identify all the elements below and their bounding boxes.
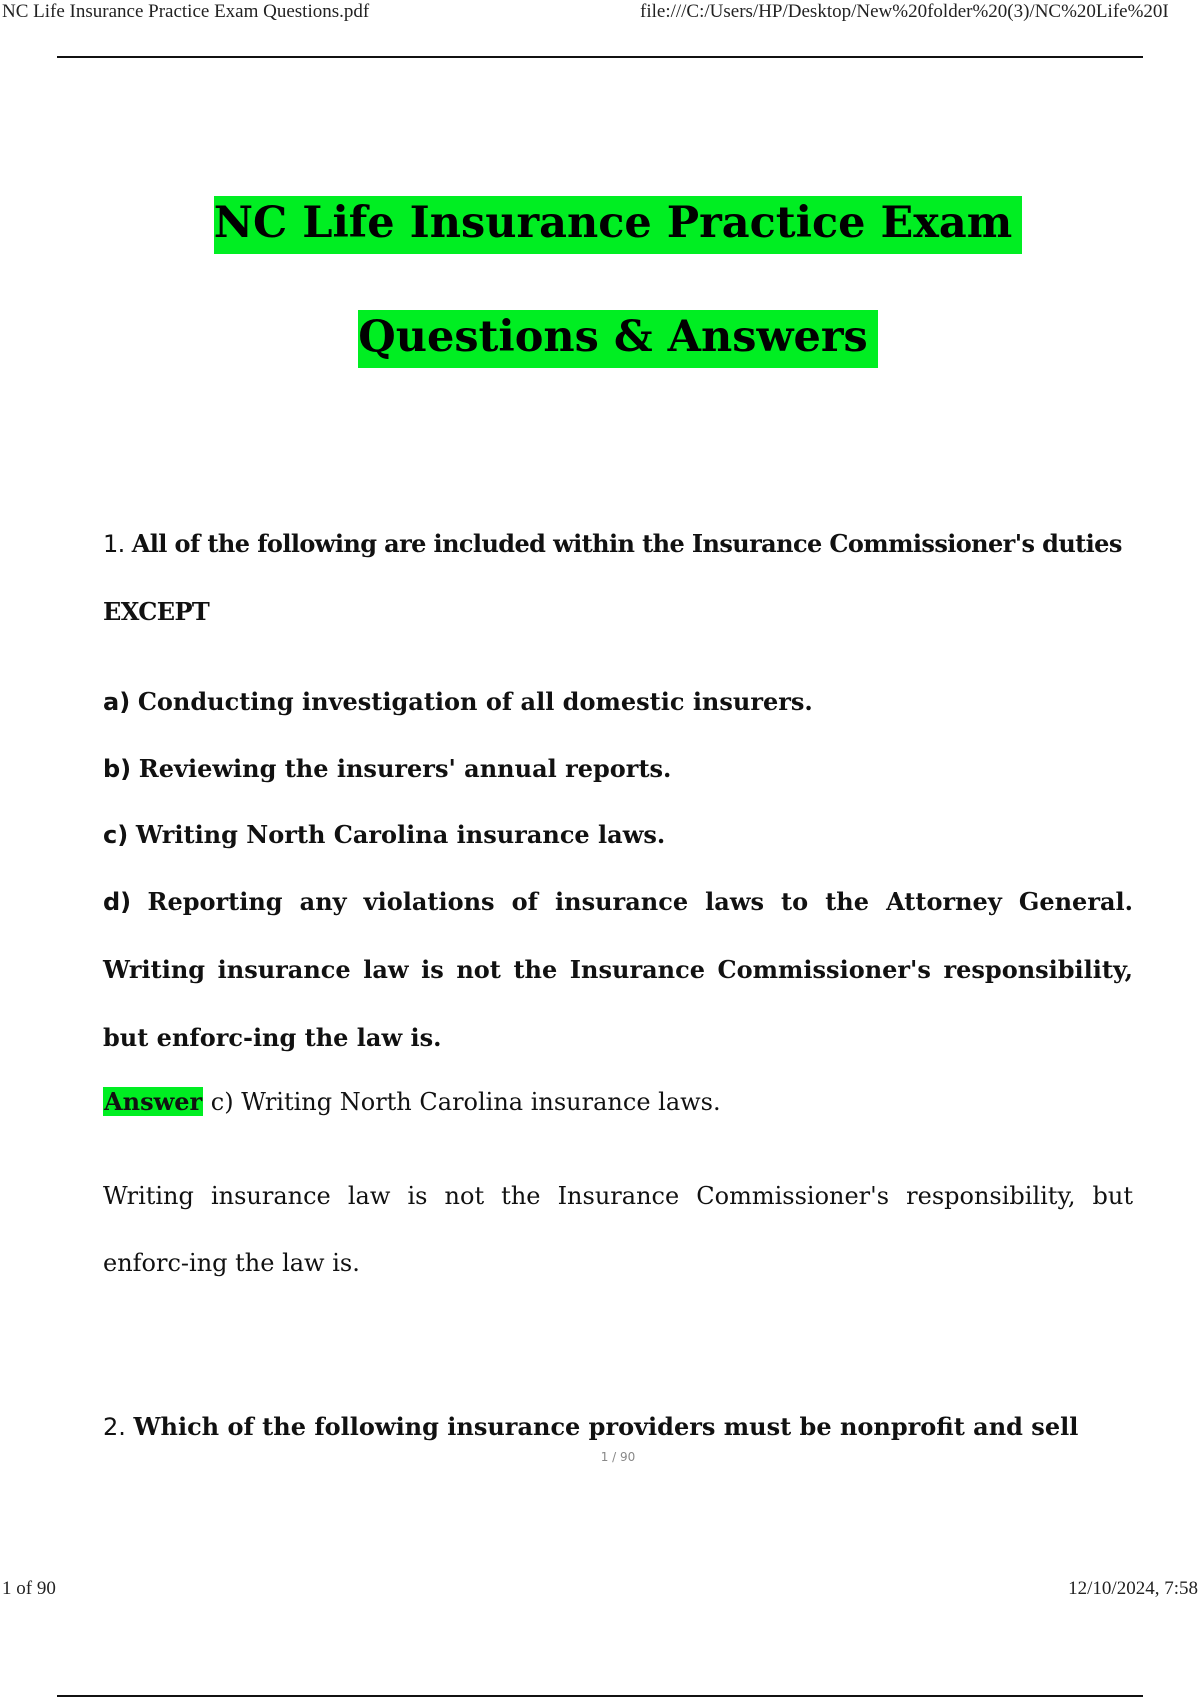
document-title-line-1: [0, 198, 1200, 248]
option-a-letter: a): [103, 688, 131, 716]
answer-text: c) Writing North Carolina insurance laws.: [210, 1088, 721, 1116]
question-1-explanation: Writing insurance law is not the Insurance Commissioner's responsibility, but enforc-ing the law is.: [103, 1182, 1133, 1277]
print-header-file-url: file:///C:/Users/HP/Desktop/New%20folder%20(3)/NC%20Life%20I: [640, 1, 1169, 22]
question-1-text: All of the following are included within the Insurance Commissioner's duties EXCEPT: [103, 529, 1122, 626]
title-highlight-2: Questions & Answers: [358, 310, 877, 368]
answer-label: Answer: [104, 1087, 203, 1116]
title-highlight-1: NC Life Insurance Practice Exam: [214, 196, 1023, 254]
question-1-option-d: [103, 868, 1133, 1072]
question-1-option-a: [103, 668, 1133, 736]
question-1-option-b: [103, 735, 1133, 803]
print-footer-timestamp: 12/10/2024, 7:58: [1068, 1578, 1198, 1599]
option-a-text: Conducting investigation of all domestic insurers.: [137, 687, 813, 716]
question-2-text: Which of the following insurance providers must be nonprofit and sell: [133, 1412, 1079, 1441]
question-1-number: 1.: [103, 530, 125, 558]
option-c-text: Writing North Carolina insurance laws.: [135, 820, 666, 849]
question-1: [103, 510, 1133, 646]
option-d-letter: d): [103, 888, 132, 916]
print-footer-page-count: 1 of 90: [2, 1578, 56, 1599]
document-title-line-2: [0, 312, 1200, 362]
option-b-text: Reviewing the insurers' annual reports.: [138, 754, 672, 783]
print-header-filename: NC Life Insurance Practice Exam Questions.pdf: [2, 1, 370, 22]
option-b-letter: b): [103, 755, 132, 783]
question-1-option-c: [103, 801, 1133, 869]
option-c-letter: c): [103, 821, 129, 849]
question-2-number: 2.: [103, 1413, 126, 1441]
question-1-answer: [103, 1068, 1133, 1136]
option-d-text: Reporting any violations of insurance laws to the Attorney General. Writing insurance law is not the Insurance Commissioner's responsibility, but enforc-ing the law is.: [103, 887, 1133, 1052]
header-divider: [57, 56, 1143, 58]
footer-divider: [57, 1695, 1143, 1697]
page-indicator: 1 / 90: [600, 1450, 636, 1464]
